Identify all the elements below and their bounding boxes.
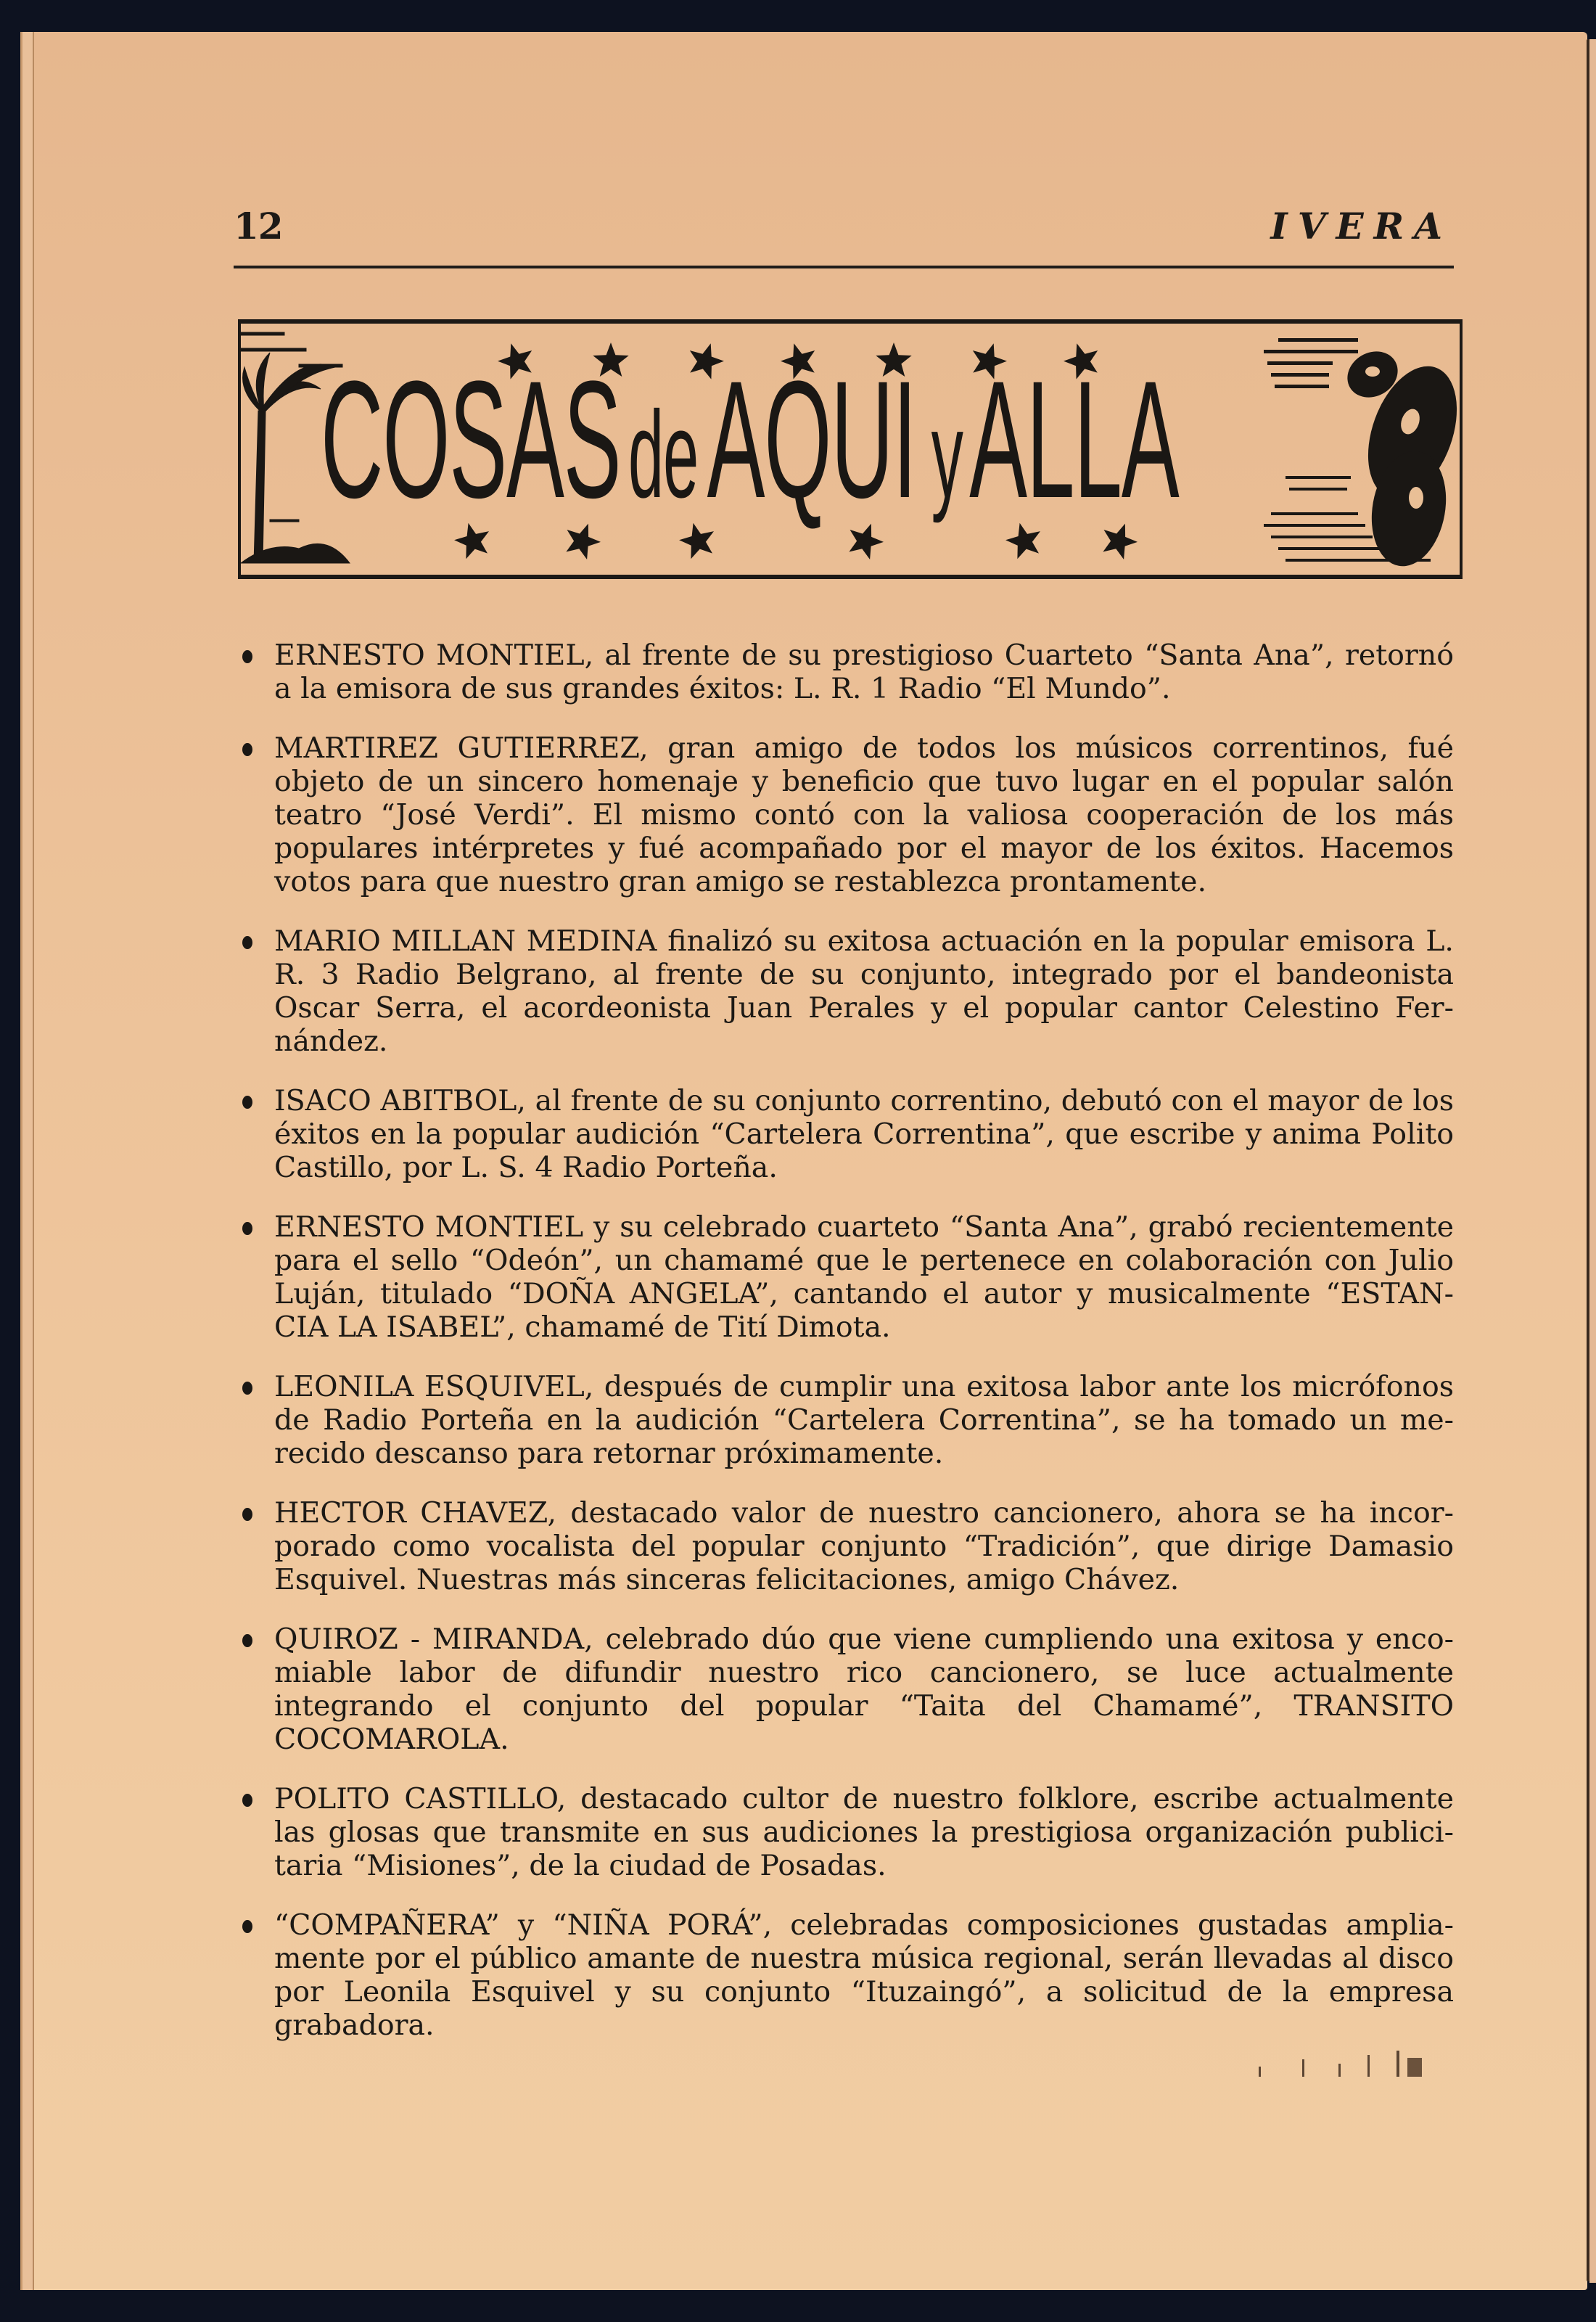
banner-word: AQUI: [707, 346, 916, 533]
bullet-icon: [242, 1508, 252, 1521]
bullet-icon: [242, 650, 252, 663]
news-item-text: QUIROZ - MIRANDA, celebrado dúo que viene cumpliendo una exitosa y enco-miable labor de difundir nuestro rico cancionero, se luce actualmente integrando el conjunto del popular “Taita del Chamamé”, TRANSITO COCOMAROLA.: [274, 1622, 1454, 1756]
page-edge: [20, 32, 34, 2290]
news-item: [234, 924, 1454, 1058]
bullet-icon: [242, 1794, 252, 1807]
news-items: [234, 639, 1454, 2068]
banner-word: ALLA: [969, 346, 1179, 533]
banner-title: [321, 346, 1264, 538]
news-item-text: “COMPAÑERA” y “NIÑA PORÁ”, celebradas composiciones gustadas amplia-mente por el público amante de nuestra música regional, serán llevadas al disco por Leonila Esquivel y su conjunto “Ituzaingó”, a solicitud de la empresa grabadora.: [274, 1908, 1454, 2042]
news-item-text: HECTOR CHAVEZ, destacado valor de nuestro cancionero, ahora se ha incor-porado como vocalista del popular conjunto “Tradición”, que dirige Damasio Esquivel. Nuestras más sinceras felicitaciones, amigo Chávez.: [274, 1496, 1454, 1596]
news-item: [234, 1622, 1454, 1756]
adjacent-page-edge: [1589, 39, 1596, 2283]
news-item-text: ISACO ABITBOL, al frente de su conjunto correntino, debutó con el mayor de los éxitos en la popular audición “Cartelera Correntina”, que escribe y anima Polito Castillo, por L. S. 4 Radio Porteña.: [274, 1084, 1454, 1184]
news-item-text: ERNESTO MONTIEL, al frente de su prestigioso Cuarteto “Santa Ana”, retornó a la emisora de sus grandes éxitos: L. R. 1 Radio “El Mundo”.: [274, 639, 1454, 705]
news-item: [234, 1210, 1454, 1344]
bullet-icon: [242, 1634, 252, 1647]
news-item: [234, 731, 1454, 898]
news-item-text: MARIO MILLAN MEDINA finalizó su exitosa actuación en la popular emisora L. R. 3 Radio Belgrano, al frente de su conjunto, integrado por el bandeonista Oscar Serra, el acordeonista Juan Perales y el popular cantor Celestino Fer-nández.: [274, 924, 1454, 1058]
bullet-icon: [242, 1222, 252, 1235]
news-item-text: MARTIREZ GUTIERREZ, gran amigo de todos los músicos correntinos, fué objeto de un sincero homenaje y beneficio que tuvo lugar en el popular salón teatro “José Verdi”. El mismo contó con la valiosa cooperación de los más populares intérpretes y fué acompañado por el mayor de los éxitos. Hacemos votos para que nuestro gran amigo se restablezca prontamente.: [274, 731, 1454, 898]
bullet-icon: [242, 1920, 252, 1933]
bleed-through-marks: [1259, 2048, 1447, 2077]
section-banner: [238, 319, 1463, 579]
news-item: [234, 1370, 1454, 1470]
running-title: IVERA: [1270, 205, 1452, 247]
header-rule: [234, 266, 1454, 268]
banner-word: y: [931, 386, 963, 524]
news-item: [234, 1908, 1454, 2042]
news-item-text: POLITO CASTILLO, destacado cultor de nuestro folklore, escribe actualmente las glosas que transmite en sus audiciones la prestigiosa organización publici-taria “Misiones”, de la ciudad de Posadas.: [274, 1782, 1454, 1882]
news-item-text: LEONILA ESQUIVEL, después de cumplir una exitosa labor ante los micrófonos de Radio Porteña en la audición “Cartelera Correntina”, se ha tomado un me-recido descanso para retornar próximamente.: [274, 1370, 1454, 1470]
news-item: [234, 1496, 1454, 1596]
page-header: [234, 205, 1452, 263]
news-item: [234, 1782, 1454, 1882]
bullet-icon: [242, 1096, 252, 1109]
news-item: [234, 1084, 1454, 1184]
binding-gutter: [1587, 39, 1589, 2281]
news-item-text: ERNESTO MONTIEL y su celebrado cuarteto “Santa Ana”, grabó recientemente para el sello “Odeón”, un chamamé que le pertenece en colaboración con Julio Luján, titulado “DOÑA ANGELA”, cantando el autor y musicalmente “ESTAN-CIA LA ISABEL”, chamamé de Tití Dimota.: [274, 1210, 1454, 1344]
bullet-icon: [242, 1382, 252, 1395]
bullet-icon: [242, 936, 252, 949]
page-number: 12: [234, 205, 283, 247]
bullet-icon: [242, 743, 252, 756]
news-item: [234, 639, 1454, 705]
banner-word: COSAS: [321, 346, 621, 533]
banner-word: de: [628, 386, 699, 524]
